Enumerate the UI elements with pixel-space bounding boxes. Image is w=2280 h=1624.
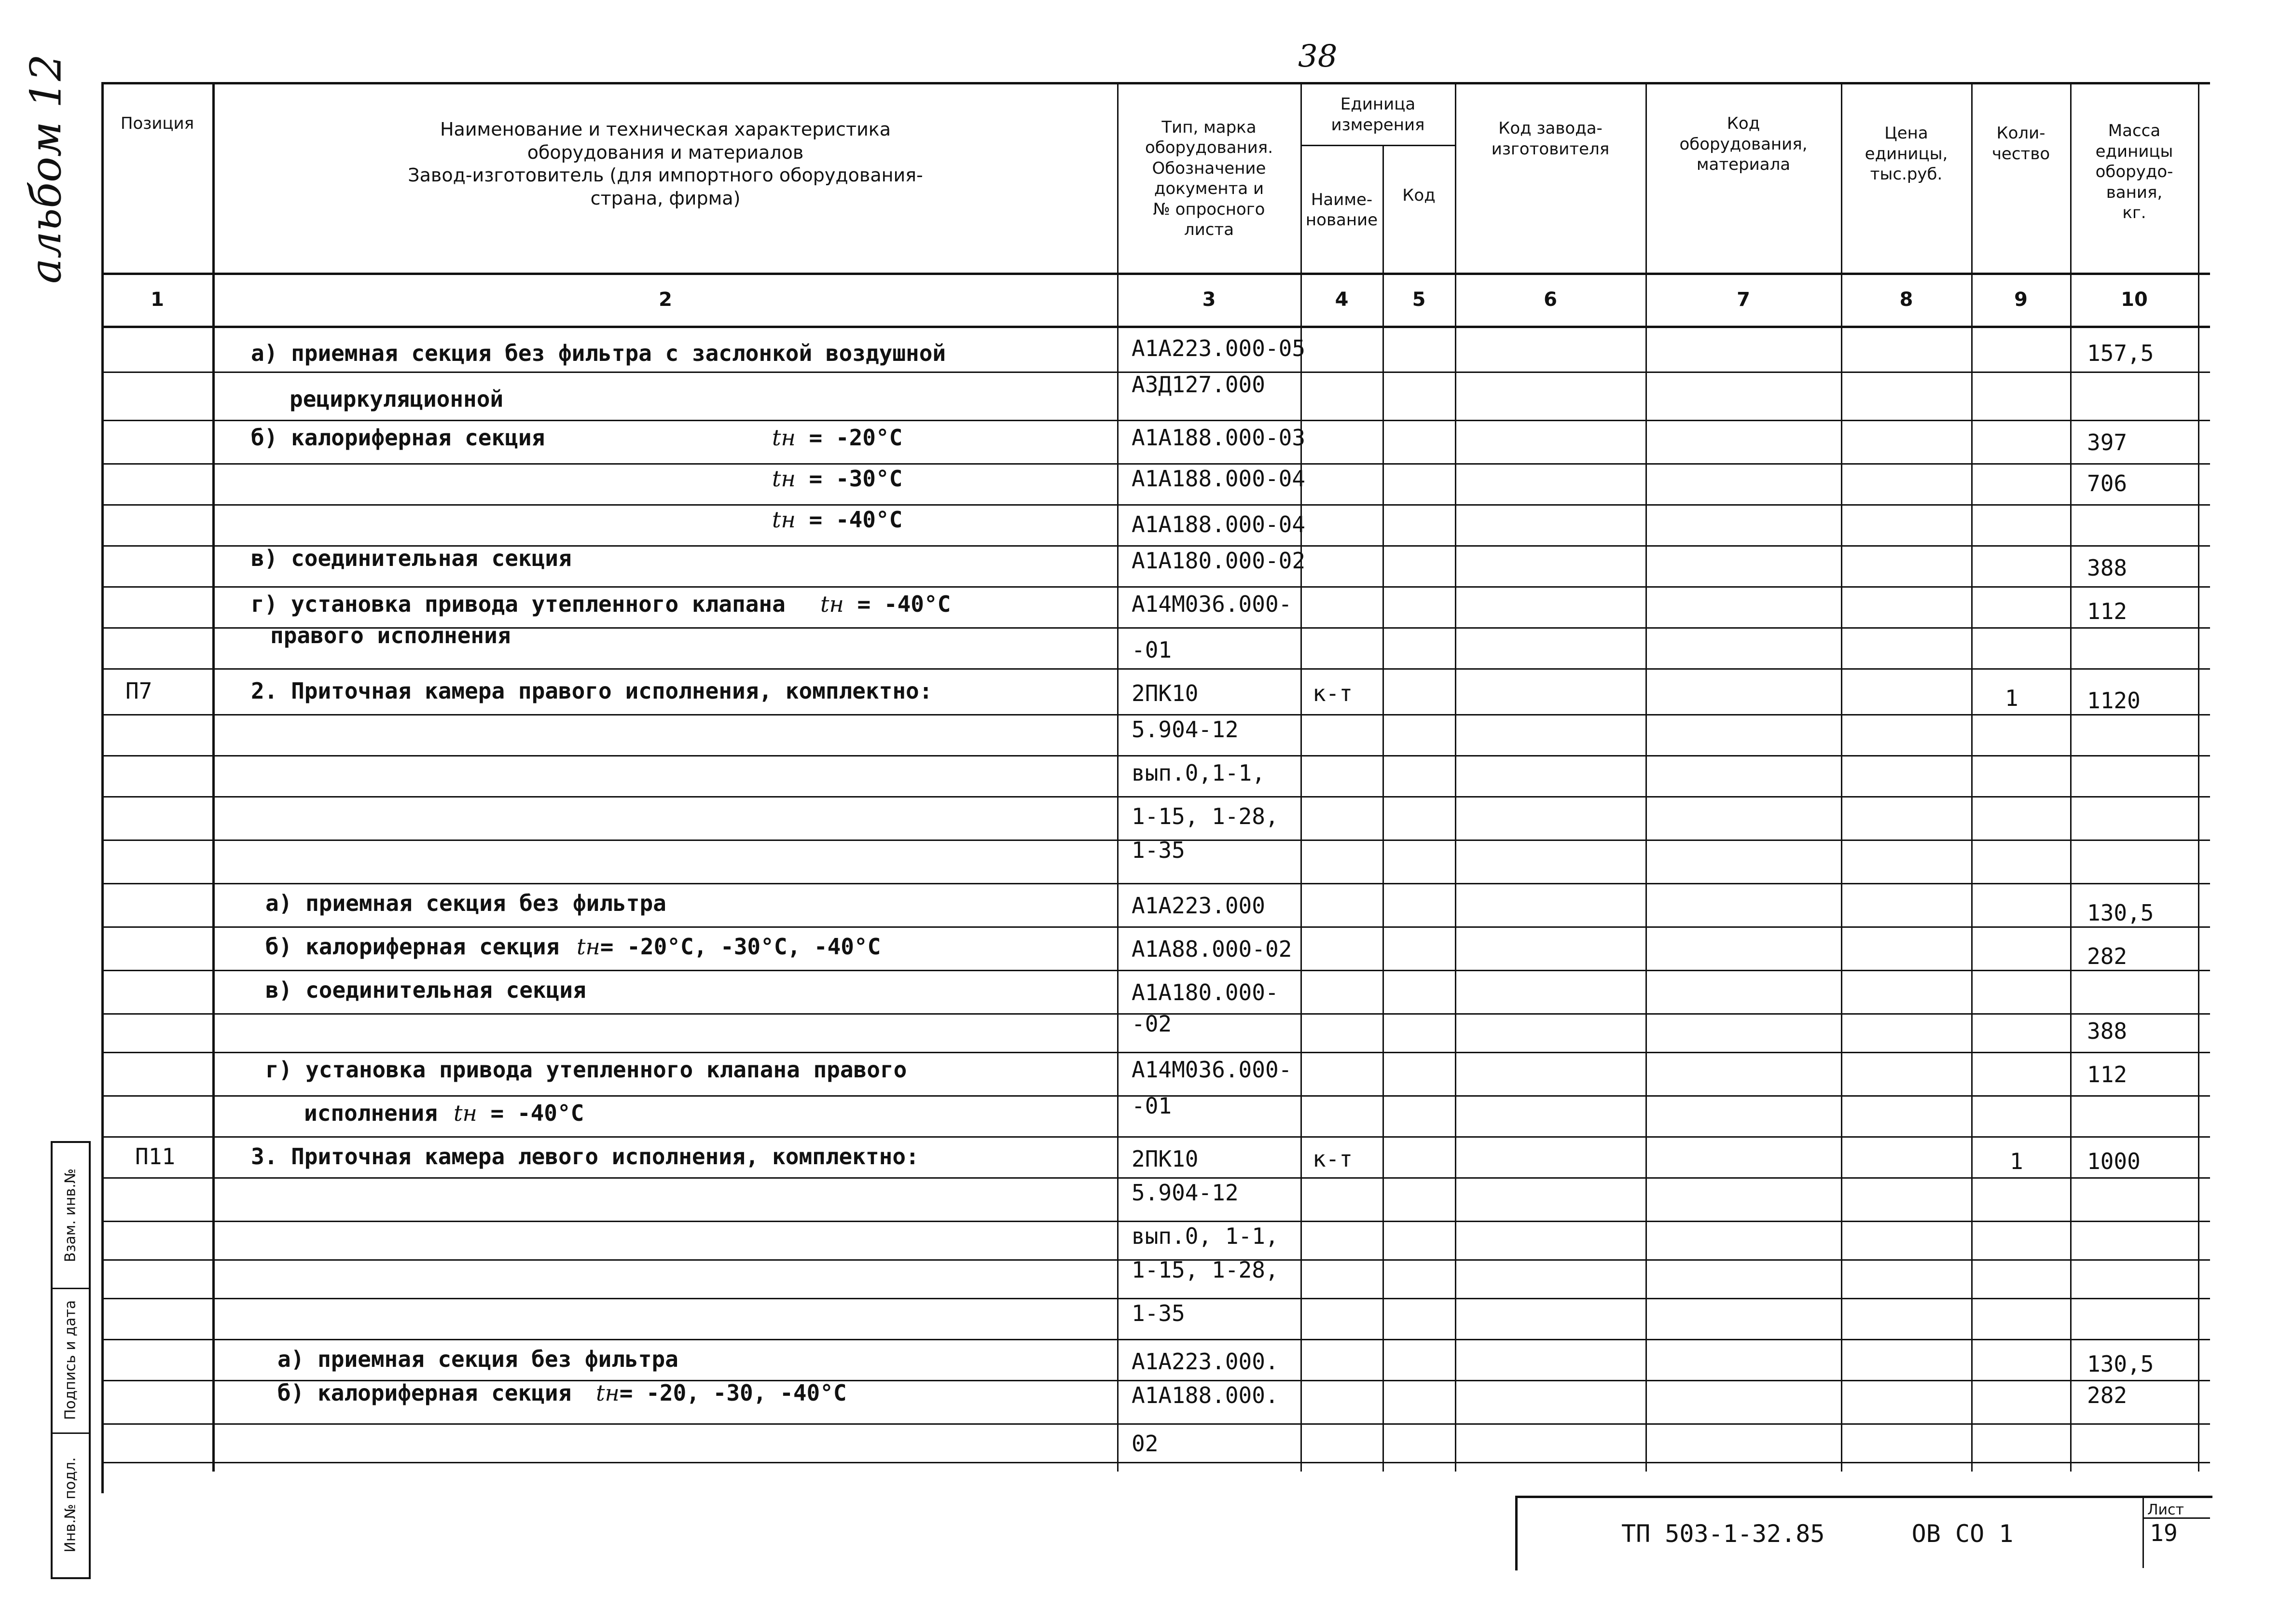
temperature-symbol: tн bbox=[772, 507, 796, 533]
item-unit: к-т bbox=[1313, 1146, 1353, 1172]
item-type: 2ПК10 bbox=[1132, 1146, 1199, 1172]
temperature-symbol: tн bbox=[772, 425, 796, 451]
page-number: 38 bbox=[1298, 39, 1338, 74]
column-number: 5 bbox=[1412, 289, 1426, 311]
item-mass: 112 bbox=[2087, 1061, 2128, 1087]
item-mass: 157,5 bbox=[2087, 340, 2154, 366]
item-temperature: = -40°С bbox=[809, 507, 903, 533]
item-name: исполнения bbox=[304, 1100, 438, 1126]
document-number: ТП 503-1-32.85 bbox=[1621, 1520, 1825, 1548]
stamp-replacement-inv: Взам. инв.№ bbox=[62, 1168, 79, 1263]
temperature-symbol: tн bbox=[454, 1100, 477, 1126]
header-unit-code: Код bbox=[1402, 185, 1436, 205]
item-name: а) приемная секция без фильтра с заслонкой воздушной bbox=[251, 340, 946, 366]
item-mass: 706 bbox=[2087, 470, 2128, 496]
item-mass: 282 bbox=[2087, 1382, 2128, 1408]
column-number: 9 bbox=[2014, 289, 2028, 311]
item-mass: 130,5 bbox=[2087, 900, 2154, 926]
item-name: г) установка привода утепленного клапана bbox=[251, 591, 786, 617]
item-mass: 282 bbox=[2087, 943, 2128, 969]
item-mass: 1000 bbox=[2087, 1148, 2141, 1174]
item-type: 1-35 bbox=[1132, 837, 1185, 863]
item-type: А1А180.000-02 bbox=[1132, 548, 1306, 574]
item-mass: 388 bbox=[2087, 555, 2128, 581]
item-type: А1А188.000-04 bbox=[1132, 511, 1306, 537]
header-quantity: Коли- чество bbox=[1991, 124, 2050, 164]
header-equipment-code: Код оборудования, материала bbox=[1679, 114, 1808, 174]
item-type: А1А223.000. bbox=[1132, 1349, 1279, 1375]
header-manufacturer-code: Код завода- изготовителя bbox=[1491, 119, 1610, 159]
item-position: П11 bbox=[135, 1143, 176, 1170]
item-name: б) калориферная секция bbox=[277, 1380, 572, 1406]
item-type: А1А223.000-05 bbox=[1132, 335, 1306, 361]
item-type: -01 bbox=[1132, 637, 1172, 663]
item-type: -02 bbox=[1132, 1011, 1172, 1037]
header-unit-name: Наиме- нование bbox=[1305, 190, 1378, 230]
item-type: 02 bbox=[1132, 1431, 1159, 1457]
item-temperature: = -40°С bbox=[490, 1100, 584, 1126]
item-type: А14М036.000- bbox=[1132, 1057, 1292, 1083]
item-type: А1А180.000- bbox=[1132, 979, 1279, 1005]
column-number: 2 bbox=[659, 289, 672, 311]
item-temperature: = -20°С bbox=[809, 425, 903, 451]
item-type: А3Д127.000 bbox=[1132, 372, 1265, 398]
item-name: 3. Приточная камера левого исполнения, комплектно: bbox=[251, 1143, 919, 1170]
item-temperature: = -40°С bbox=[857, 591, 951, 617]
item-mass: 130,5 bbox=[2087, 1351, 2154, 1377]
item-name: в) соединительная секция bbox=[265, 977, 586, 1003]
column-number: 8 bbox=[1899, 289, 1913, 311]
header-name: Наименование и техническая характеристика оборудования и материалов Завод-изготовитель (для импортного оборудования- страна, фирма) bbox=[408, 119, 923, 209]
side-stamp bbox=[51, 1141, 91, 1579]
item-type: А1А223.000 bbox=[1132, 893, 1265, 919]
item-type: А1А188.000. bbox=[1132, 1382, 1279, 1408]
item-type: 1-15, 1-28, bbox=[1132, 803, 1279, 829]
item-type: вып.0,1-1, bbox=[1132, 760, 1265, 786]
item-type: 5.904-12 bbox=[1132, 716, 1239, 743]
column-number: 1 bbox=[151, 289, 164, 311]
item-mass: 388 bbox=[2087, 1018, 2128, 1044]
item-mass: 397 bbox=[2087, 429, 2128, 455]
item-name: 2. Приточная камера правого исполнения, комплектно: bbox=[251, 678, 933, 704]
temperature-symbol: tн bbox=[772, 466, 796, 492]
item-quantity: 1 bbox=[2010, 1148, 2023, 1174]
item-type: А1А188.000-04 bbox=[1132, 466, 1306, 492]
column-number: 4 bbox=[1335, 289, 1349, 311]
item-temperature: = -20°С, -30°С, -40°С bbox=[600, 934, 881, 960]
item-temperature: = -20, -30, -40°С bbox=[619, 1380, 847, 1406]
item-unit: к-т bbox=[1313, 680, 1353, 706]
temperature-symbol: tн bbox=[596, 1380, 620, 1406]
item-type: 5.904-12 bbox=[1132, 1180, 1239, 1206]
item-mass: 1120 bbox=[2087, 688, 2141, 714]
header-position: Позиция bbox=[120, 114, 194, 133]
item-type: -01 bbox=[1132, 1093, 1172, 1119]
header-price: Цена единицы, тыс.руб. bbox=[1865, 124, 1948, 184]
item-type: 1-15, 1-28, bbox=[1132, 1257, 1279, 1283]
item-type: А1А188.000-03 bbox=[1132, 425, 1306, 451]
stamp-signature-date: Подпись и дата bbox=[62, 1300, 79, 1420]
document-code bbox=[1621, 1520, 2013, 1548]
header-type: Тип, марка оборудования. Обозначение документа и № опросного листа bbox=[1145, 117, 1273, 239]
item-quantity: 1 bbox=[2005, 685, 2018, 711]
item-name: б) калориферная секция bbox=[265, 934, 560, 960]
item-name: рециркуляционной bbox=[290, 386, 504, 412]
item-name: б) калориферная секция bbox=[251, 425, 545, 451]
header-mass: Масса единицы оборудо- вания, кг. bbox=[2095, 121, 2173, 222]
column-number: 3 bbox=[1202, 289, 1216, 311]
item-name: г) установка привода утепленного клапана правого bbox=[265, 1057, 907, 1083]
item-temperature: = -30°С bbox=[809, 466, 903, 492]
temperature-symbol: tн bbox=[820, 591, 844, 617]
item-type: А14М036.000- bbox=[1132, 591, 1292, 617]
item-name: правого исполнения bbox=[270, 622, 511, 648]
item-mass: 112 bbox=[2087, 598, 2128, 624]
stamp-original-inv: Инв.№ подл. bbox=[62, 1457, 79, 1553]
column-number: 10 bbox=[2121, 289, 2148, 311]
item-type: вып.0, 1-1, bbox=[1132, 1223, 1279, 1249]
column-number: 7 bbox=[1737, 289, 1750, 311]
item-name: а) приемная секция без фильтра bbox=[277, 1346, 678, 1372]
album-label: альбом 12 bbox=[21, 54, 71, 284]
document-section: ОВ СО 1 bbox=[1911, 1520, 2014, 1548]
header-unit: Единица измерения bbox=[1331, 95, 1425, 135]
column-number: 6 bbox=[1544, 289, 1557, 311]
sheet-label: Лист bbox=[2147, 1501, 2184, 1518]
item-type: 2ПК10 bbox=[1132, 680, 1199, 706]
temperature-symbol: tн bbox=[577, 934, 600, 960]
sheet-number: 19 bbox=[2150, 1520, 2178, 1547]
item-type: А1А88.000-02 bbox=[1132, 936, 1292, 962]
item-name: в) соединительная секция bbox=[251, 545, 572, 571]
item-position: П7 bbox=[125, 678, 152, 704]
item-name: а) приемная секция без фильтра bbox=[265, 890, 666, 916]
item-type: 1-35 bbox=[1132, 1300, 1185, 1326]
